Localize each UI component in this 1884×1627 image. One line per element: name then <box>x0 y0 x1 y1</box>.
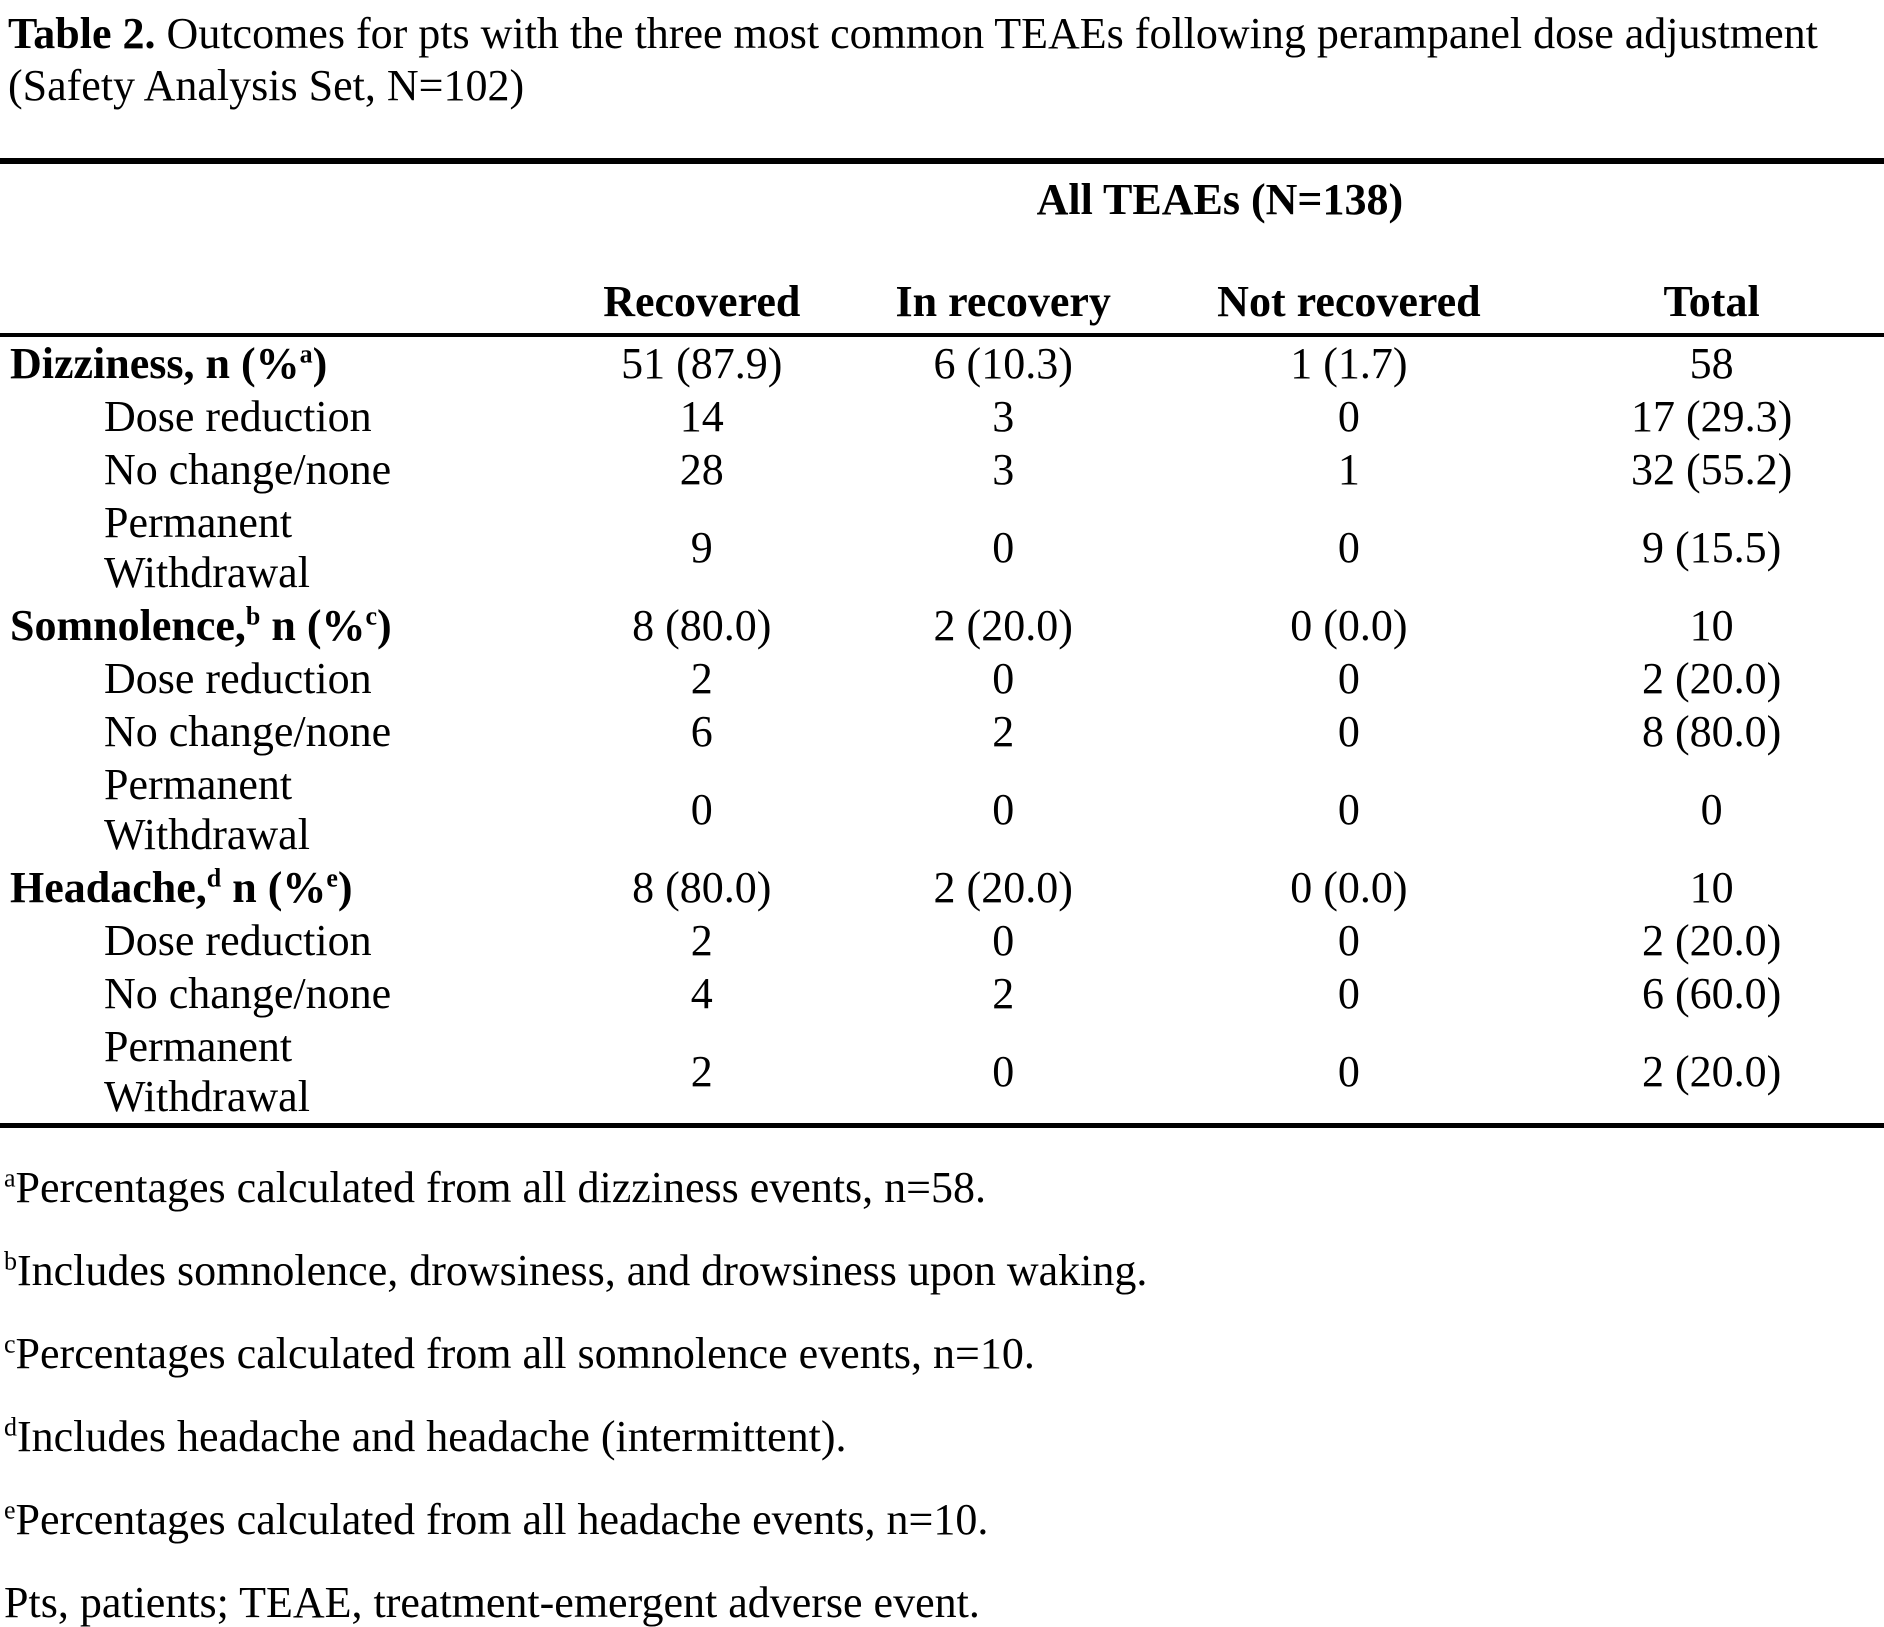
table-row <box>0 496 1884 599</box>
cell-value: 0 <box>992 915 1015 965</box>
col-header-total: Total <box>1539 276 1884 335</box>
row-label: No change/none <box>104 968 392 1018</box>
cell-value: 6 <box>690 706 713 756</box>
row-label: Dose reduction <box>104 653 372 703</box>
cell-value: 1 (1.7) <box>1290 338 1408 388</box>
cell-value: 4 <box>690 968 713 1018</box>
column-header-row <box>0 276 1884 335</box>
cell-value: 10 <box>1689 600 1734 650</box>
cell-value: 0 <box>1337 784 1360 834</box>
cell-value: 6 (60.0) <box>1641 968 1782 1018</box>
footnote-marker: b <box>245 600 261 630</box>
table-row <box>0 443 1884 496</box>
row-label: Headache,$^d$ n (%$^e$) <box>10 862 353 912</box>
cell-value: 2 (20.0) <box>1539 1020 1884 1126</box>
cell-value: 10 <box>1689 862 1734 912</box>
cell-value: 0 <box>1337 915 1360 965</box>
cell-value: 0 <box>1337 706 1360 756</box>
cell-value: 14 <box>679 391 724 441</box>
footnote-marker: d <box>206 862 222 892</box>
stub-cell <box>0 276 556 335</box>
cell-value: 2 <box>556 1020 848 1126</box>
footnote-e: $^e$Percentages calculated from all headache events, n=10. <box>4 1495 989 1544</box>
cell-value: 0 <box>1337 653 1360 703</box>
table-row <box>0 914 1884 967</box>
cell-value: 0 <box>1337 391 1360 441</box>
cell-value: 8 (80.0) <box>1641 706 1782 756</box>
outcomes-table <box>0 158 1884 1128</box>
footnote-marker: a <box>299 338 313 368</box>
cell-value: 2 <box>690 653 713 703</box>
cell-value: 51 (87.9) <box>621 338 783 388</box>
table-row-somnolence <box>0 599 1884 652</box>
cell-value: 2 (20.0) <box>1641 653 1782 703</box>
stub-cell <box>0 161 556 276</box>
row-label: No change/none <box>104 706 392 756</box>
cell-value: 0 <box>992 784 1015 834</box>
cell-value: 8 (80.0) <box>632 600 772 650</box>
row-label: Dose reduction <box>104 915 372 965</box>
footnote-marker: c <box>4 1329 16 1359</box>
abbreviations-line: Pts, patients; TEAE, treatment-emergent adverse event. <box>4 1578 980 1627</box>
cell-value: 2 (20.0) <box>933 862 1073 912</box>
row-label: Permanent Withdrawal <box>104 497 310 597</box>
cell-value: 58 <box>1689 338 1734 388</box>
table-row <box>0 967 1884 1020</box>
cell-value: 3 <box>992 444 1015 494</box>
table-row-dizziness <box>0 335 1884 390</box>
row-label: Somnolence,$^b$ n (%$^c$) <box>10 600 392 650</box>
table-row <box>0 1020 1884 1126</box>
cell-value: 2 <box>690 915 713 965</box>
cell-value: 0 <box>1700 784 1723 834</box>
cell-value: 0 <box>690 784 713 834</box>
table-row <box>0 705 1884 758</box>
row-label: Permanent Withdrawal <box>104 759 310 859</box>
row-label: Permanent Withdrawal <box>0 1020 556 1126</box>
cell-value: 0 (0.0) <box>1290 600 1408 650</box>
cell-value: 3 <box>992 391 1015 441</box>
spanner-header: All TEAEs (N=138) <box>556 161 1884 276</box>
footnote-marker: c <box>365 600 378 630</box>
footnote-c: $^c$Percentages calculated from all somnolence events, n=10. <box>4 1329 1035 1378</box>
footnote-marker: e <box>4 1495 16 1525</box>
cell-value: 1 <box>1337 444 1360 494</box>
cell-value: 9 (15.5) <box>1641 522 1782 572</box>
cell-value: 2 (20.0) <box>1641 915 1782 965</box>
table-number-label: Table 2. <box>8 9 156 58</box>
spanner-row <box>0 161 1884 276</box>
footnote-marker: a <box>4 1163 16 1193</box>
cell-value: 2 (20.0) <box>933 600 1073 650</box>
cell-value: 2 <box>992 706 1015 756</box>
cell-value: 0 <box>848 1020 1159 1126</box>
col-header-recovered: Recovered <box>556 276 848 335</box>
cell-value: 17 (29.3) <box>1630 391 1793 441</box>
row-label: No change/none <box>104 444 392 494</box>
footnote-b: $^b$Includes somnolence, drowsiness, and drowsiness upon waking. <box>4 1246 1148 1295</box>
row-label: Dizziness, n (%$^a$) <box>10 338 328 388</box>
col-header-not-recovered: Not recovered <box>1159 276 1540 335</box>
table-row <box>0 390 1884 443</box>
page-title <box>0 0 1884 112</box>
cell-value: 28 <box>679 444 724 494</box>
cell-value: 2 <box>992 968 1015 1018</box>
cell-value: 0 <box>1337 968 1360 1018</box>
footnote-a: $^a$Percentages calculated from all dizziness events, n=58. <box>4 1163 986 1212</box>
footnote-marker: e <box>326 862 338 892</box>
cell-value: 32 (55.2) <box>1630 444 1793 494</box>
cell-value: 0 <box>1337 522 1360 572</box>
cell-value: 9 <box>690 522 713 572</box>
table-title-text: Outcomes for pts with the three most common TEAEs following perampanel dose adjustment (Safety Analysis Set, N=102) <box>8 9 1818 110</box>
cell-value: 8 (80.0) <box>632 862 772 912</box>
col-header-in-recovery: In recovery <box>848 276 1159 335</box>
table-row <box>0 758 1884 861</box>
footnote-marker: d <box>4 1412 17 1442</box>
row-label: Dose reduction <box>104 391 372 441</box>
table-row <box>0 652 1884 705</box>
cell-value: 0 (0.0) <box>1290 862 1408 912</box>
cell-value: 0 <box>1159 1020 1540 1126</box>
footnotes-block <box>0 1128 1884 1625</box>
cell-value: 0 <box>992 522 1015 572</box>
table-row-headache <box>0 861 1884 914</box>
cell-value: 0 <box>992 653 1015 703</box>
footnote-marker: b <box>4 1246 17 1276</box>
cell-value: 6 (10.3) <box>933 338 1073 388</box>
footnote-d: $^d$Includes headache and headache (intermittent). <box>4 1412 847 1461</box>
